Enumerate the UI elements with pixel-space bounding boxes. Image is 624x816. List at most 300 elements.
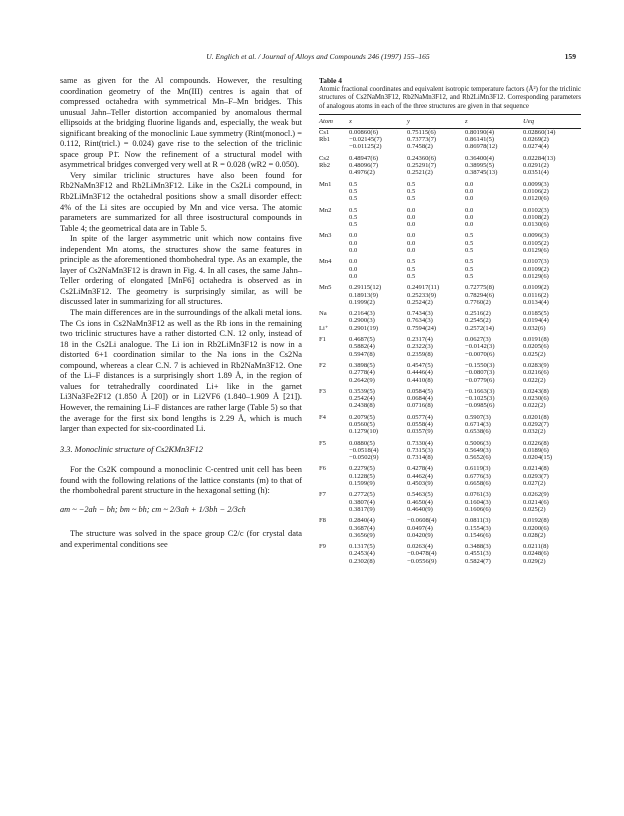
table-row bbox=[319, 325, 581, 332]
col-header-atom: Atom bbox=[319, 114, 349, 128]
body-paragraph-6: The structure was solved in the space group C2/c (for crystal data and experimental conditions see bbox=[60, 529, 302, 549]
cell-atom bbox=[319, 169, 349, 176]
cell-u: 0.0248(6) bbox=[523, 550, 549, 558]
cell-y: 0.5 bbox=[407, 187, 416, 195]
cell-z: 0.5 bbox=[465, 239, 474, 247]
table-row bbox=[319, 513, 581, 524]
cell-y: −0.0556(9) bbox=[407, 557, 437, 565]
cell-z: 0.6538(6) bbox=[465, 428, 491, 436]
cell-u: 0.02860(14) bbox=[523, 128, 556, 136]
cell-u: 0.032(6) bbox=[523, 324, 546, 332]
cell-y: 0.0 bbox=[407, 239, 416, 247]
table-row bbox=[319, 539, 581, 550]
body-paragraph-5: For the Cs2K compound a monoclinic C-centred unit cell has been found with the following relations of the lattice constants (m) to that of the rhombohedral parent structure in the hexagonal setting (h): bbox=[60, 465, 302, 496]
cell-atom: Mn5 bbox=[319, 284, 332, 292]
cell-y: 0.2521(2) bbox=[407, 169, 433, 177]
cell-x: 0.5882(4) bbox=[349, 343, 375, 351]
cell-atom bbox=[319, 351, 349, 358]
table-row bbox=[319, 195, 581, 202]
cell-x: 0.5 bbox=[349, 195, 358, 203]
cell-u: 0.0130(6) bbox=[523, 221, 549, 229]
cell-y: 0.5 bbox=[407, 195, 416, 203]
table-row bbox=[319, 143, 581, 150]
cell-z: 0.36400(4) bbox=[465, 154, 495, 162]
cell-z: 0.78294(6) bbox=[465, 291, 495, 299]
cell-z: 0.3488(3) bbox=[465, 543, 491, 551]
cell-y: 0.4547(5) bbox=[407, 361, 433, 369]
table-row bbox=[319, 499, 581, 506]
table-row bbox=[319, 421, 581, 428]
table-row bbox=[319, 436, 581, 447]
cell-y: 0.0558(4) bbox=[407, 420, 433, 428]
table-row bbox=[319, 384, 581, 395]
cell-x: 0.0 bbox=[349, 272, 358, 280]
cell-z: 0.5649(3) bbox=[465, 446, 491, 454]
cell-u: 0.0099(3) bbox=[523, 180, 549, 188]
table-row bbox=[319, 395, 581, 402]
table-row bbox=[319, 240, 581, 247]
cell-y: 0.0420(9) bbox=[407, 531, 433, 539]
cell-atom bbox=[319, 454, 349, 461]
table-row bbox=[319, 461, 581, 472]
cell-z: 0.1546(6) bbox=[465, 531, 491, 539]
cell-y: 0.4446(4) bbox=[407, 369, 433, 377]
body-paragraph-1: same as given for the Al compounds. However, the resulting coordination geometry of the Mn(III) centres is again that of compressed octahedra with symmetrical Mn–F–Mn bridges. This unusual Jahn–Teller distortion accompanied by anomalous thermal ellipsoids at the bridging fluorine ligands and, especially, the weak but significant breaking of the monoclinic Laue symmetry (Rint(monocl.) = 0.112, Rint(tricl.) = 0.024) gave rise to the selection of the triclinic space group P1̄. Now the refinement of a structural model with asymmetrical bridges converged very well at R = 0.028 (wR2 = 0.050). bbox=[60, 76, 302, 170]
cell-y: 0.0684(4) bbox=[407, 395, 433, 403]
cell-atom: Rb1 bbox=[319, 136, 330, 144]
cell-x: 0.2778(4) bbox=[349, 369, 375, 377]
cell-x: 0.48947(6) bbox=[349, 154, 379, 162]
cell-z: 0.2516(2) bbox=[465, 310, 491, 318]
cell-atom: Rb2 bbox=[319, 162, 330, 170]
cell-y: 0.0497(4) bbox=[407, 524, 433, 532]
table-row bbox=[319, 292, 581, 299]
cell-z: −0.0070(6) bbox=[465, 350, 495, 358]
cell-y: 0.75115(6) bbox=[407, 128, 436, 136]
cell-z: 0.6714(3) bbox=[465, 420, 491, 428]
cell-x: 0.0 bbox=[349, 239, 358, 247]
cell-z: 0.38995(5) bbox=[465, 162, 495, 170]
cell-x: 0.1999(2) bbox=[349, 298, 375, 306]
cell-x: 0.00860(6) bbox=[349, 128, 379, 136]
table-header-row bbox=[319, 114, 581, 128]
cell-x: 0.2302(8) bbox=[349, 557, 375, 565]
table-row bbox=[319, 188, 581, 195]
cell-atom bbox=[319, 266, 349, 273]
col-header-x: x bbox=[349, 114, 407, 128]
cell-y: 0.25291(7) bbox=[407, 162, 437, 170]
cell-y: 0.4410(8) bbox=[407, 376, 433, 384]
cell-u: 0.0216(6) bbox=[523, 369, 549, 377]
cell-u: 0.02284(13) bbox=[523, 154, 556, 162]
table-row bbox=[319, 169, 581, 176]
cell-x: 0.3656(9) bbox=[349, 531, 375, 539]
cell-y: 0.0716(8) bbox=[407, 402, 433, 410]
cell-y: 0.7315(3) bbox=[407, 446, 433, 454]
cell-u: 0.025(2) bbox=[523, 350, 546, 358]
cell-x: 0.2542(4) bbox=[349, 395, 375, 403]
cell-u: 0.0108(2) bbox=[523, 213, 549, 221]
table-row bbox=[319, 128, 581, 136]
table-row bbox=[319, 343, 581, 350]
cell-z: 0.5652(6) bbox=[465, 454, 491, 462]
cell-x: 0.3687(4) bbox=[349, 524, 375, 532]
cell-atom bbox=[319, 317, 349, 324]
cell-z: 0.1554(3) bbox=[465, 524, 491, 532]
cell-z: 0.4551(3) bbox=[465, 550, 491, 558]
cell-x: 0.0880(5) bbox=[349, 439, 375, 447]
table-row bbox=[319, 377, 581, 384]
col-header-ueq: Ueq bbox=[523, 114, 581, 128]
cell-atom: F7 bbox=[319, 491, 326, 499]
cell-z: 0.7760(2) bbox=[465, 298, 491, 306]
table-row bbox=[319, 550, 581, 557]
cell-x: 0.5 bbox=[349, 187, 358, 195]
table-body bbox=[319, 128, 581, 566]
cell-x: −0.0502(9) bbox=[349, 454, 379, 462]
cell-x: 0.3807(4) bbox=[349, 498, 375, 506]
cell-z: 0.5824(7) bbox=[465, 557, 491, 565]
cell-y: 0.0 bbox=[407, 232, 416, 240]
cell-u: 0.0226(8) bbox=[523, 439, 549, 447]
cell-z: 0.6119(3) bbox=[465, 465, 491, 473]
cell-y: 0.2322(3) bbox=[407, 343, 433, 351]
cell-atom: Mn1 bbox=[319, 180, 332, 188]
cell-x: 0.1317(5) bbox=[349, 543, 375, 551]
cell-y: 0.5 bbox=[407, 265, 416, 273]
cell-u: 0.0107(3) bbox=[523, 258, 549, 266]
cell-x: 0.18913(9) bbox=[349, 291, 379, 299]
cell-y: 0.7594(24) bbox=[407, 324, 437, 332]
cell-atom bbox=[319, 558, 349, 566]
cell-z: −0.0985(6) bbox=[465, 402, 495, 410]
cell-atom: F2 bbox=[319, 361, 326, 369]
cell-x: 0.0 bbox=[349, 258, 358, 266]
cell-u: 0.0134(4) bbox=[523, 298, 549, 306]
cell-z: 0.5 bbox=[465, 232, 474, 240]
cell-atom bbox=[319, 188, 349, 195]
table-caption: Atomic fractional coordinates and equivalent isotropic temperature factors (Å²) for the triclinic structures of Cs2NaMn3F12, Rb2NaMn3F12, and Rb2LiMn3F12. Corresponding parameters of analogous atoms in each of the three structures are given in that sequence bbox=[319, 86, 581, 110]
cell-z: 0.0 bbox=[465, 187, 474, 195]
table-row bbox=[319, 447, 581, 454]
cell-x: 0.2279(5) bbox=[349, 465, 375, 473]
cell-y: 0.0 bbox=[407, 221, 416, 229]
table-row bbox=[319, 228, 581, 239]
cell-y: 0.5 bbox=[407, 272, 416, 280]
cell-u: 0.0194(4) bbox=[523, 317, 549, 325]
cell-u: 0.0243(8) bbox=[523, 387, 549, 395]
cell-x: 0.2642(9) bbox=[349, 376, 375, 384]
cell-atom: Li⁺ bbox=[319, 324, 329, 332]
cell-u: 0.022(2) bbox=[523, 376, 546, 384]
table-row bbox=[319, 273, 581, 280]
cell-atom bbox=[319, 343, 349, 350]
table-row bbox=[319, 532, 581, 539]
cell-atom bbox=[319, 480, 349, 487]
cell-y: 0.0 bbox=[407, 206, 416, 214]
table-row bbox=[319, 351, 581, 358]
cell-u: 0.0204(15) bbox=[523, 454, 553, 462]
cell-u: 0.0262(9) bbox=[523, 491, 549, 499]
cell-u: 0.0191(8) bbox=[523, 336, 549, 344]
cell-z: 0.0 bbox=[465, 195, 474, 203]
cell-z: 0.0 bbox=[465, 213, 474, 221]
cell-atom: F3 bbox=[319, 387, 326, 395]
cell-u: 0.0269(2) bbox=[523, 136, 549, 144]
body-paragraph-4: The main differences are in the surroundings of the alkali metal ions. The Cs ions in Cs2NaMn3F12 as well as the Rb ions in the remaining two triclinic structures have a rather distorted C.N. 12 only, instead of 18 in the Cs2Li analogue. The Li ion in Rb2LiMn3F12 is now in a distorted 6+1 coordination similar to the Na ions in the Cs2Na compound, whereas a clear C.N. 7 is achieved in Rb2NaMn3F12. One of the Li–F distances is a surprisingly short 1.89 Å, in the region of values for tetrahedrally coordinated Li+ like in the garnet Li3Na3Fe2F12 (1.850 Å [20]) or in Li2VF6 (1.840–1.909 Å [21]). However, the remaining Li–F distances are rather large (Table 5) so that the average for the first six bond lengths is 2.29 Å, which is much larger than expected for six-coordinated Li. bbox=[60, 308, 302, 434]
cell-y: 0.7458(2) bbox=[407, 143, 433, 151]
cell-atom bbox=[319, 273, 349, 280]
cell-z: −0.1663(3) bbox=[465, 387, 495, 395]
table-row bbox=[319, 402, 581, 409]
cell-u: 0.0214(6) bbox=[523, 498, 549, 506]
cell-z: 0.38745(13) bbox=[465, 169, 498, 177]
cell-u: 0.0214(8) bbox=[523, 465, 549, 473]
cell-u: 0.0129(6) bbox=[523, 247, 549, 255]
cell-atom bbox=[319, 499, 349, 506]
cell-y: 0.0 bbox=[407, 247, 416, 255]
cell-x: 0.0560(5) bbox=[349, 420, 375, 428]
cell-u: 0.025(2) bbox=[523, 505, 546, 513]
table-row bbox=[319, 332, 581, 343]
cell-z: −0.0142(3) bbox=[465, 343, 495, 351]
cell-y: 0.2359(8) bbox=[407, 350, 433, 358]
cell-atom: F9 bbox=[319, 543, 326, 551]
cell-u: 0.0129(6) bbox=[523, 272, 549, 280]
table-row bbox=[319, 151, 581, 162]
cell-z: 0.80190(4) bbox=[465, 128, 495, 136]
cell-z: 0.2545(2) bbox=[465, 317, 491, 325]
cell-x: 0.0 bbox=[349, 265, 358, 273]
cell-y: 0.0263(4) bbox=[407, 543, 433, 551]
cell-z: −0.1025(3) bbox=[465, 395, 495, 403]
cell-u: 0.0351(4) bbox=[523, 169, 549, 177]
cell-x: −0.01125(2) bbox=[349, 143, 382, 151]
table-row bbox=[319, 525, 581, 532]
cell-atom: F6 bbox=[319, 465, 326, 473]
cell-atom bbox=[319, 506, 349, 513]
cell-atom: Mn2 bbox=[319, 206, 332, 214]
cell-atom: Na bbox=[319, 310, 327, 318]
cell-y: 0.4462(4) bbox=[407, 472, 433, 480]
cell-x: 0.2438(8) bbox=[349, 402, 375, 410]
cell-u: 0.0116(2) bbox=[523, 291, 549, 299]
cell-u: 0.032(2) bbox=[523, 428, 546, 436]
cell-z: 0.0 bbox=[465, 180, 474, 188]
cell-x: 0.2772(5) bbox=[349, 491, 375, 499]
table-row bbox=[319, 410, 581, 421]
cell-y: 0.7330(4) bbox=[407, 439, 433, 447]
cell-x: 0.5 bbox=[349, 206, 358, 214]
cell-atom bbox=[319, 195, 349, 202]
cell-u: 0.0293(7) bbox=[523, 472, 549, 480]
cell-u: 0.0192(8) bbox=[523, 517, 549, 525]
cell-u: 0.028(2) bbox=[523, 531, 546, 539]
cell-u: 0.027(2) bbox=[523, 480, 546, 488]
body-paragraph-3: In spite of the larger asymmetric unit which now contains five independent Mn atoms, the structures show the same features in principle as the aforementioned thombohedral type. As an example, the layer of Cs2NaMn3F12 is drawn in Fig. 4. In all cases, the same Jahn–Teller ordering of elongated [MnF6] octahedra is observed as in Cs2LiMn3F12. The geometry is surprisingly similar, as will be discussed later in summarizing for all structures. bbox=[60, 234, 302, 307]
running-header bbox=[60, 52, 576, 64]
cell-atom bbox=[319, 143, 349, 150]
table-row bbox=[319, 369, 581, 376]
cell-atom bbox=[319, 550, 349, 557]
table-row bbox=[319, 254, 581, 265]
cell-x: 0.2453(4) bbox=[349, 550, 375, 558]
cell-z: −0.0779(6) bbox=[465, 376, 495, 384]
cell-u: 0.0106(2) bbox=[523, 187, 549, 195]
cell-z: 0.5 bbox=[465, 247, 474, 255]
cell-z: 0.1606(6) bbox=[465, 505, 491, 513]
cell-atom bbox=[319, 402, 349, 409]
cell-atom bbox=[319, 447, 349, 454]
cell-y: 0.7314(8) bbox=[407, 454, 433, 462]
cell-z: 0.5 bbox=[465, 258, 474, 266]
cell-z: 0.5 bbox=[465, 265, 474, 273]
cell-atom: Mn3 bbox=[319, 232, 332, 240]
cell-y: 0.4640(9) bbox=[407, 505, 433, 513]
cell-z: 0.86978(12) bbox=[465, 143, 498, 151]
table-row bbox=[319, 480, 581, 487]
cell-x: 0.48096(7) bbox=[349, 162, 379, 170]
cell-u: 0.0205(6) bbox=[523, 343, 549, 351]
cell-u: 0.022(2) bbox=[523, 402, 546, 410]
cell-x: 0.1228(5) bbox=[349, 472, 375, 480]
table-row bbox=[319, 358, 581, 369]
cell-atom: F5 bbox=[319, 439, 326, 447]
lattice-relation-equation: am ~ −2ah − bh; bm ~ bh; cm ~ 2/3ah + 1/3bh − 2/3ch bbox=[60, 504, 246, 514]
cell-atom bbox=[319, 221, 349, 228]
table-row bbox=[319, 162, 581, 169]
cell-u: 0.0105(2) bbox=[523, 239, 549, 247]
cell-u: 0.0211(8) bbox=[523, 543, 549, 551]
cell-x: 0.3898(5) bbox=[349, 361, 375, 369]
cell-x: 0.5947(8) bbox=[349, 350, 375, 358]
table-row bbox=[319, 266, 581, 273]
cell-x: 0.2900(3) bbox=[349, 317, 375, 325]
cell-x: 0.3539(5) bbox=[349, 387, 375, 395]
cell-u: 0.0274(4) bbox=[523, 143, 549, 151]
cell-y: 0.24360(6) bbox=[407, 154, 437, 162]
cell-y: 0.5 bbox=[407, 258, 416, 266]
cell-atom bbox=[319, 247, 349, 254]
table-row bbox=[319, 317, 581, 324]
table-section bbox=[319, 76, 581, 566]
cell-y: 0.7634(3) bbox=[407, 317, 433, 325]
cell-u: 0.0200(6) bbox=[523, 524, 549, 532]
table-row bbox=[319, 177, 581, 188]
cell-atom: Cs1 bbox=[319, 128, 330, 136]
cell-atom bbox=[319, 240, 349, 247]
cell-atom bbox=[319, 421, 349, 428]
table-row bbox=[319, 306, 581, 317]
cell-y: −0.0478(4) bbox=[407, 550, 437, 558]
cell-u: 0.029(2) bbox=[523, 557, 546, 565]
cell-atom: Mn4 bbox=[319, 258, 332, 266]
cell-x: 0.2079(5) bbox=[349, 413, 375, 421]
table-row bbox=[319, 203, 581, 214]
cell-y: 0.25233(9) bbox=[407, 291, 437, 299]
cell-x: 0.1279(10) bbox=[349, 428, 379, 436]
cell-y: 0.73773(7) bbox=[407, 136, 437, 144]
cell-y: 0.0 bbox=[407, 213, 416, 221]
cell-z: 0.0 bbox=[465, 206, 474, 214]
col-header-z: z bbox=[465, 114, 523, 128]
cell-z: 0.5907(3) bbox=[465, 413, 491, 421]
table-row bbox=[319, 280, 581, 291]
cell-x: 0.1599(9) bbox=[349, 480, 375, 488]
cell-x: 0.5 bbox=[349, 180, 358, 188]
cell-u: 0.0185(5) bbox=[523, 310, 549, 318]
cell-u: 0.0291(2) bbox=[523, 162, 549, 170]
table-row bbox=[319, 214, 581, 221]
cell-y: 0.7434(3) bbox=[407, 310, 433, 318]
cell-atom bbox=[319, 369, 349, 376]
cell-atom: F8 bbox=[319, 517, 326, 525]
cell-x: 0.3817(9) bbox=[349, 505, 375, 513]
cell-x: 0.2164(3) bbox=[349, 310, 375, 318]
cell-atom bbox=[319, 395, 349, 402]
table-row bbox=[319, 221, 581, 228]
cell-y: 0.4650(4) bbox=[407, 498, 433, 506]
cell-y: 0.4278(4) bbox=[407, 465, 433, 473]
cell-z: 0.1604(3) bbox=[465, 498, 491, 506]
cell-z: −0.1550(3) bbox=[465, 361, 495, 369]
cell-z: 0.72775(8) bbox=[465, 284, 495, 292]
cell-atom bbox=[319, 299, 349, 306]
cell-y: 0.0584(5) bbox=[407, 387, 433, 395]
cell-u: 0.0189(6) bbox=[523, 446, 549, 454]
cell-z: 0.0 bbox=[465, 221, 474, 229]
cell-atom bbox=[319, 525, 349, 532]
cell-u: 0.0102(3) bbox=[523, 206, 549, 214]
cell-z: 0.2572(14) bbox=[465, 324, 495, 332]
cell-z: 0.6658(6) bbox=[465, 480, 491, 488]
table-row bbox=[319, 487, 581, 498]
cell-z: 0.0627(3) bbox=[465, 336, 491, 344]
cell-atom bbox=[319, 428, 349, 435]
cell-y: 0.24917(11) bbox=[407, 284, 440, 292]
col-header-y: y bbox=[407, 114, 465, 128]
cell-x: 0.29115(12) bbox=[349, 284, 382, 292]
cell-x: −0.02145(7) bbox=[349, 136, 382, 144]
table-row bbox=[319, 428, 581, 435]
atomic-coordinates-table bbox=[319, 114, 581, 566]
body-paragraph-2: Very similar triclinic structures have also been found for Rb2NaMn3F12 and Rb2LiMn3F12. Like in the Cs2Li compound, in Rb2LiMn3F12 the octahedral positions show a small disorder effect: 4% of the Li sites are occupied by Mn and vice versa. The atomic parameters are summarized for all three isostructural compounds in Table 4; the geometrical data are in Table 5. bbox=[60, 170, 302, 233]
cell-u: 0.0109(2) bbox=[523, 284, 549, 292]
cell-atom bbox=[319, 214, 349, 221]
cell-y: 0.2317(4) bbox=[407, 336, 433, 344]
cell-x: 0.5 bbox=[349, 221, 358, 229]
cell-y: −0.0608(4) bbox=[407, 517, 437, 525]
cell-y: 0.0357(9) bbox=[407, 428, 433, 436]
cell-y: 0.4503(9) bbox=[407, 480, 433, 488]
cell-z: −0.0807(3) bbox=[465, 369, 495, 377]
cell-atom: F1 bbox=[319, 336, 326, 344]
cell-z: 0.5 bbox=[465, 272, 474, 280]
cell-atom bbox=[319, 292, 349, 299]
cell-atom: Cs2 bbox=[319, 154, 330, 162]
table-row bbox=[319, 506, 581, 513]
table-row bbox=[319, 454, 581, 461]
section-heading: 3.3. Monoclinic structure of Cs2KMn3F12 bbox=[60, 444, 203, 454]
page-number: 159 bbox=[564, 52, 576, 61]
cell-x: 0.0 bbox=[349, 247, 358, 255]
cell-u: 0.0283(9) bbox=[523, 361, 549, 369]
cell-x: 0.4976(2) bbox=[349, 169, 375, 177]
cell-z: 0.6776(3) bbox=[465, 472, 491, 480]
cell-atom bbox=[319, 377, 349, 384]
left-column bbox=[60, 76, 302, 550]
cell-u: 0.0109(2) bbox=[523, 265, 549, 273]
